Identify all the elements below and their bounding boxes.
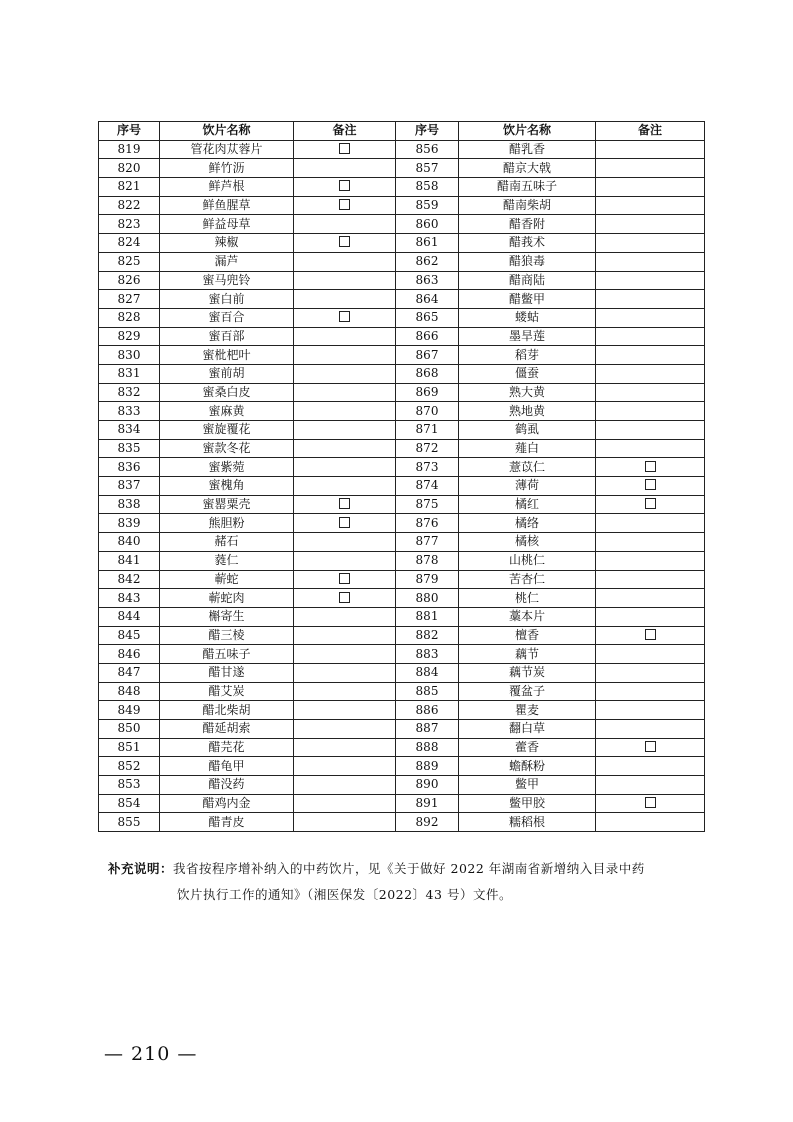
remark-right (596, 589, 705, 608)
table-row (99, 533, 705, 552)
herb-name-left: 蜜百合 (160, 308, 294, 327)
herb-name-right: 瞿麦 (459, 701, 596, 720)
table-row (99, 570, 705, 589)
table-row (99, 234, 705, 253)
row-number-left: 846 (99, 645, 160, 664)
row-number-left: 828 (99, 308, 160, 327)
checkbox-icon (645, 629, 656, 640)
remark-left (294, 308, 396, 327)
remark-left (294, 776, 396, 795)
remark-left (294, 346, 396, 365)
checkbox-icon (339, 498, 350, 509)
remark-left (294, 439, 396, 458)
herb-name-left: 醋艾炭 (160, 682, 294, 701)
remark-right (596, 757, 705, 776)
remark-left (294, 682, 396, 701)
checkbox-icon (645, 479, 656, 490)
row-number-right: 873 (396, 458, 459, 477)
herb-name-left: 蕤仁 (160, 551, 294, 570)
supplementary-note (108, 856, 708, 908)
herb-name-left: 蜜桑白皮 (160, 383, 294, 402)
row-number-right: 863 (396, 271, 459, 290)
remark-right (596, 477, 705, 496)
table-row (99, 626, 705, 645)
row-number-left: 853 (99, 776, 160, 795)
remark-right (596, 308, 705, 327)
row-number-left: 833 (99, 402, 160, 421)
herb-name-right: 熟大黄 (459, 383, 596, 402)
herb-name-left: 漏芦 (160, 252, 294, 271)
herb-name-right: 醋商陆 (459, 271, 596, 290)
remark-right (596, 720, 705, 739)
remark-left (294, 458, 396, 477)
row-number-right: 883 (396, 645, 459, 664)
row-number-left: 834 (99, 421, 160, 440)
herb-name-right: 薏苡仁 (459, 458, 596, 477)
header-remark-right: 备注 (596, 122, 705, 141)
herb-name-right: 墨旱莲 (459, 327, 596, 346)
row-number-right: 859 (396, 196, 459, 215)
note-line2: 饮片执行工作的通知》（湘医保发〔2022〕43 号）文件。 (177, 887, 512, 902)
remark-left (294, 271, 396, 290)
table-row (99, 701, 705, 720)
remark-right (596, 421, 705, 440)
table-row (99, 290, 705, 309)
remark-left (294, 215, 396, 234)
remark-left (294, 159, 396, 178)
herb-name-left: 鲜芦根 (160, 178, 294, 197)
row-number-left: 841 (99, 551, 160, 570)
remark-left (294, 645, 396, 664)
remark-right (596, 551, 705, 570)
remark-right (596, 794, 705, 813)
remark-right (596, 626, 705, 645)
table-row (99, 308, 705, 327)
remark-right (596, 813, 705, 832)
row-number-left: 845 (99, 626, 160, 645)
herb-name-left: 醋芫花 (160, 738, 294, 757)
remark-right (596, 458, 705, 477)
table-row (99, 458, 705, 477)
remark-right (596, 346, 705, 365)
row-number-right: 876 (396, 514, 459, 533)
herb-name-left: 辣椒 (160, 234, 294, 253)
herb-name-right: 藕节 (459, 645, 596, 664)
row-number-right: 868 (396, 364, 459, 383)
row-number-right: 890 (396, 776, 459, 795)
remark-right (596, 514, 705, 533)
row-number-right: 871 (396, 421, 459, 440)
remark-left (294, 607, 396, 626)
herb-name-right: 稻芽 (459, 346, 596, 365)
remark-right (596, 159, 705, 178)
table-row (99, 589, 705, 608)
row-number-left: 840 (99, 533, 160, 552)
remark-right (596, 364, 705, 383)
row-number-right: 891 (396, 794, 459, 813)
remark-left (294, 196, 396, 215)
herb-name-left: 鲜竹沥 (160, 159, 294, 178)
row-number-left: 844 (99, 607, 160, 626)
row-number-left: 852 (99, 757, 160, 776)
herb-name-left: 蜜旋覆花 (160, 421, 294, 440)
row-number-left: 824 (99, 234, 160, 253)
herb-name-left: 蜜前胡 (160, 364, 294, 383)
row-number-left: 825 (99, 252, 160, 271)
herb-name-left: 蕲蛇 (160, 570, 294, 589)
herb-name-right: 薄荷 (459, 477, 596, 496)
row-number-right: 880 (396, 589, 459, 608)
table-row (99, 215, 705, 234)
herb-name-left: 蜜白前 (160, 290, 294, 309)
remark-right (596, 290, 705, 309)
row-number-left: 855 (99, 813, 160, 832)
remark-left (294, 514, 396, 533)
herb-name-right: 桃仁 (459, 589, 596, 608)
table-body (99, 140, 705, 831)
header-name-left: 饮片名称 (160, 122, 294, 141)
herb-name-right: 醋京大戟 (459, 159, 596, 178)
table-row (99, 402, 705, 421)
checkbox-icon (339, 592, 350, 603)
row-number-left: 849 (99, 701, 160, 720)
checkbox-icon (645, 498, 656, 509)
row-number-right: 857 (396, 159, 459, 178)
herb-name-right: 醋乳香 (459, 140, 596, 159)
header-name-right: 饮片名称 (459, 122, 596, 141)
remark-right (596, 738, 705, 757)
note-label: 补充说明： (108, 861, 174, 876)
herb-name-left: 蜜款冬花 (160, 439, 294, 458)
remark-left (294, 290, 396, 309)
table-row (99, 159, 705, 178)
remark-right (596, 495, 705, 514)
herb-name-left: 醋没药 (160, 776, 294, 795)
table-row (99, 514, 705, 533)
herb-name-right: 熟地黄 (459, 402, 596, 421)
checkbox-icon (339, 517, 350, 528)
row-number-left: 851 (99, 738, 160, 757)
table-row (99, 196, 705, 215)
row-number-left: 848 (99, 682, 160, 701)
table-row (99, 364, 705, 383)
remark-right (596, 701, 705, 720)
herb-name-right: 檀香 (459, 626, 596, 645)
note-line1: 我省按程序增补纳入的中药饮片，见《关于做好 2022 年湖南省新增纳入目录中药 (173, 861, 645, 876)
row-number-right: 874 (396, 477, 459, 496)
row-number-right: 867 (396, 346, 459, 365)
row-number-left: 850 (99, 720, 160, 739)
remark-right (596, 607, 705, 626)
remark-right (596, 776, 705, 795)
row-number-right: 887 (396, 720, 459, 739)
row-number-left: 835 (99, 439, 160, 458)
herb-name-left: 醋鸡内金 (160, 794, 294, 813)
remark-left (294, 813, 396, 832)
table-row (99, 477, 705, 496)
herb-name-left: 醋五味子 (160, 645, 294, 664)
herb-name-left: 鲜鱼腥草 (160, 196, 294, 215)
remark-right (596, 215, 705, 234)
table-row (99, 551, 705, 570)
table-row (99, 327, 705, 346)
table-row (99, 757, 705, 776)
row-number-left: 843 (99, 589, 160, 608)
row-number-right: 870 (396, 402, 459, 421)
remark-right (596, 140, 705, 159)
herb-name-left: 蕲蛇肉 (160, 589, 294, 608)
herb-name-right: 醋狼毒 (459, 252, 596, 271)
row-number-left: 821 (99, 178, 160, 197)
row-number-right: 858 (396, 178, 459, 197)
herb-name-right: 橘络 (459, 514, 596, 533)
row-number-left: 830 (99, 346, 160, 365)
herb-name-right: 蝼蛄 (459, 308, 596, 327)
table-row (99, 421, 705, 440)
herb-name-right: 醋莪术 (459, 234, 596, 253)
checkbox-icon (339, 311, 350, 322)
remark-left (294, 533, 396, 552)
herb-name-right: 鳖甲胶 (459, 794, 596, 813)
herb-name-left: 蜜百部 (160, 327, 294, 346)
table-row (99, 495, 705, 514)
remark-left (294, 701, 396, 720)
remark-right (596, 533, 705, 552)
remark-right (596, 327, 705, 346)
row-number-left: 854 (99, 794, 160, 813)
herb-name-right: 覆盆子 (459, 682, 596, 701)
row-number-left: 827 (99, 290, 160, 309)
remark-left (294, 551, 396, 570)
herb-name-right: 醋香附 (459, 215, 596, 234)
row-number-right: 882 (396, 626, 459, 645)
remark-left (294, 738, 396, 757)
row-number-right: 878 (396, 551, 459, 570)
table-row (99, 140, 705, 159)
herb-name-left: 槲寄生 (160, 607, 294, 626)
herb-name-right: 苦杏仁 (459, 570, 596, 589)
header-remark-left: 备注 (294, 122, 396, 141)
herb-name-right: 醋南柴胡 (459, 196, 596, 215)
remark-right (596, 570, 705, 589)
header-no-right: 序号 (396, 122, 459, 141)
remark-right (596, 252, 705, 271)
row-number-left: 826 (99, 271, 160, 290)
herb-name-left: 鲜益母草 (160, 215, 294, 234)
table-row (99, 439, 705, 458)
remark-left (294, 589, 396, 608)
herb-name-right: 僵蚕 (459, 364, 596, 383)
row-number-left: 838 (99, 495, 160, 514)
remark-left (294, 234, 396, 253)
row-number-right: 862 (396, 252, 459, 271)
row-number-right: 865 (396, 308, 459, 327)
row-number-left: 837 (99, 477, 160, 496)
remark-left (294, 421, 396, 440)
row-number-right: 875 (396, 495, 459, 514)
row-number-right: 884 (396, 663, 459, 682)
remark-left (294, 626, 396, 645)
table-row (99, 346, 705, 365)
remark-right (596, 663, 705, 682)
remark-left (294, 720, 396, 739)
herb-name-left: 蜜枇杷叶 (160, 346, 294, 365)
herb-name-left: 醋延胡索 (160, 720, 294, 739)
checkbox-icon (645, 797, 656, 808)
row-number-right: 861 (396, 234, 459, 253)
row-number-right: 856 (396, 140, 459, 159)
checkbox-icon (645, 461, 656, 472)
table-row (99, 383, 705, 402)
herb-name-right: 橘核 (459, 533, 596, 552)
row-number-right: 879 (396, 570, 459, 589)
remark-left (294, 364, 396, 383)
row-number-left: 839 (99, 514, 160, 533)
table-row (99, 178, 705, 197)
herb-name-right: 藁本片 (459, 607, 596, 626)
herb-name-right: 薤白 (459, 439, 596, 458)
row-number-right: 886 (396, 701, 459, 720)
herb-name-right: 山桃仁 (459, 551, 596, 570)
row-number-left: 842 (99, 570, 160, 589)
row-number-left: 847 (99, 663, 160, 682)
herb-name-left: 熊胆粉 (160, 514, 294, 533)
row-number-right: 892 (396, 813, 459, 832)
remark-right (596, 383, 705, 402)
remark-left (294, 495, 396, 514)
herb-name-left: 管花肉苁蓉片 (160, 140, 294, 159)
table-header-row (99, 122, 705, 141)
remark-left (294, 794, 396, 813)
checkbox-icon (339, 573, 350, 584)
remark-right (596, 439, 705, 458)
herb-name-right: 藿香 (459, 738, 596, 757)
checkbox-icon (339, 180, 350, 191)
row-number-right: 881 (396, 607, 459, 626)
table-row (99, 738, 705, 757)
herb-name-left: 蜜马兜铃 (160, 271, 294, 290)
herb-name-left: 醋三棱 (160, 626, 294, 645)
table-row (99, 271, 705, 290)
herb-name-right: 翻白草 (459, 720, 596, 739)
herb-name-right: 橘红 (459, 495, 596, 514)
table-row (99, 682, 705, 701)
herb-name-left: 醋甘遂 (160, 663, 294, 682)
remark-right (596, 682, 705, 701)
remark-right (596, 196, 705, 215)
row-number-right: 877 (396, 533, 459, 552)
page-number: — 210 — (104, 1043, 198, 1065)
row-number-right: 872 (396, 439, 459, 458)
row-number-right: 860 (396, 215, 459, 234)
remark-left (294, 663, 396, 682)
herb-name-left: 醋龟甲 (160, 757, 294, 776)
row-number-right: 864 (396, 290, 459, 309)
row-number-left: 832 (99, 383, 160, 402)
row-number-right: 885 (396, 682, 459, 701)
herb-name-right: 蟾酥粉 (459, 757, 596, 776)
herb-name-left: 蜜麻黄 (160, 402, 294, 421)
row-number-left: 829 (99, 327, 160, 346)
remark-left (294, 252, 396, 271)
row-number-right: 866 (396, 327, 459, 346)
row-number-left: 836 (99, 458, 160, 477)
remark-left (294, 757, 396, 776)
remark-left (294, 477, 396, 496)
table-row (99, 776, 705, 795)
row-number-right: 869 (396, 383, 459, 402)
herb-name-right: 醋南五味子 (459, 178, 596, 197)
remark-right (596, 402, 705, 421)
row-number-left: 823 (99, 215, 160, 234)
row-number-right: 888 (396, 738, 459, 757)
table-row (99, 794, 705, 813)
herb-name-left: 蜜槐角 (160, 477, 294, 496)
herb-name-right: 藕节炭 (459, 663, 596, 682)
remark-left (294, 570, 396, 589)
remark-left (294, 140, 396, 159)
row-number-left: 822 (99, 196, 160, 215)
row-number-left: 831 (99, 364, 160, 383)
herb-name-right: 鹤虱 (459, 421, 596, 440)
drug-list-table (98, 121, 705, 832)
table-row (99, 720, 705, 739)
remark-left (294, 383, 396, 402)
row-number-right: 889 (396, 757, 459, 776)
remark-left (294, 327, 396, 346)
remark-left (294, 178, 396, 197)
checkbox-icon (339, 199, 350, 210)
checkbox-icon (645, 741, 656, 752)
herb-name-right: 醋鳖甲 (459, 290, 596, 309)
herb-name-right: 糯稻根 (459, 813, 596, 832)
herb-name-left: 蜜紫菀 (160, 458, 294, 477)
table-row (99, 813, 705, 832)
herb-name-left: 醋北柴胡 (160, 701, 294, 720)
table-row (99, 645, 705, 664)
row-number-left: 820 (99, 159, 160, 178)
remark-right (596, 271, 705, 290)
herb-name-left: 醋青皮 (160, 813, 294, 832)
table-row (99, 663, 705, 682)
row-number-left: 819 (99, 140, 160, 159)
checkbox-icon (339, 236, 350, 247)
remark-right (596, 234, 705, 253)
table-row (99, 607, 705, 626)
table-row (99, 252, 705, 271)
checkbox-icon (339, 143, 350, 154)
remark-left (294, 402, 396, 421)
herb-name-left: 蜜罂粟壳 (160, 495, 294, 514)
herb-name-left: 赭石 (160, 533, 294, 552)
remark-right (596, 645, 705, 664)
header-no-left: 序号 (99, 122, 160, 141)
remark-right (596, 178, 705, 197)
herb-name-right: 鳖甲 (459, 776, 596, 795)
